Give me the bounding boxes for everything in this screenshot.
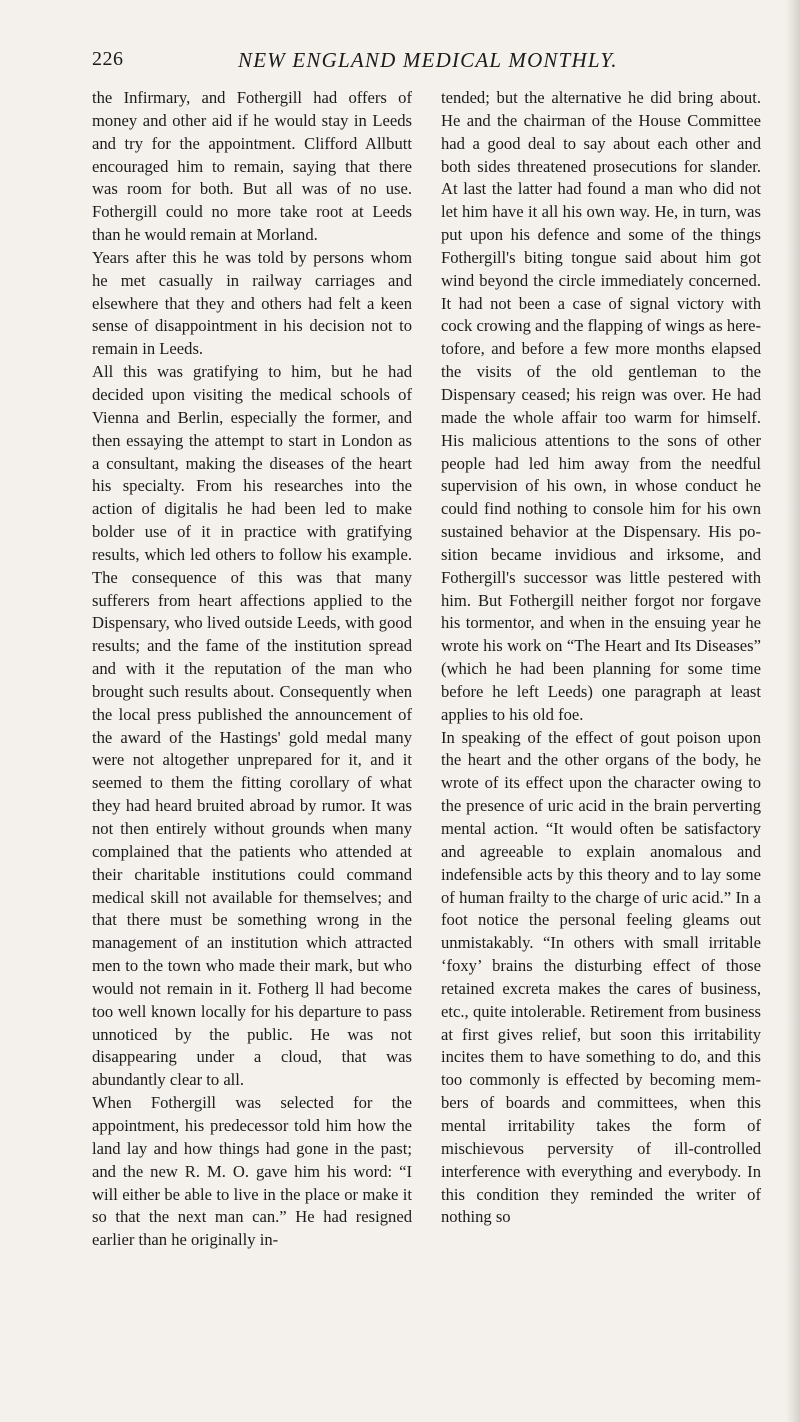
left-column [92,87,412,1252]
paragraph: All this was gratifying to him, but he had decided upon visiting the medical schools of Vienna and Berlin, especially the former, and then essaying the attempt to start in London as a consultant, making the diseases of the heart his specialty. From his researches into the action of digitalis he had been led to make bolder use of it in practice with gratifying results, which led others to follow his example. The consequence of this was that many sufferers from heart affections applied to the Dispensary, who lived outside Leeds, with good results; and the fame of the institution spread and with it the reputation of the man who brought such results about. Consequently when the local press published the announcement of the award of the Hastings' gold medal many were not altogether unprepared for it, and it seemed to them the fitting corollary of what they had heard bruited abroad by rumor. It was not then entirely without grounds when many complained that the patients who attended at their charitable institutions could command medical skill not available for themselves; and that there must be something wrong in the management of an institution which attracted men to the town who made their mark, but who would not remain in it. Fotherg ll had become too well known locally for his departure to pass unnoticed by the public. He was not disappearing under a cloud, that was abundantly clear to all. [92,362,412,1090]
paragraph: When Fothergill was selected for the appointment, his predecessor told him how the land lay and how things had gone in the past; and the new R. M. O. gave him his word: “I will either be able to live in the place or make it so that the next man can.” He had resigned earlier than he originally in- [92,1093,412,1250]
paragraph: Years after this he was told by persons whom he met casually in railway carriages and elsewhere that they and others had felt a keen sense of disappointment in his decision not to remain in Leeds. [92,247,412,359]
journal-title: NEW ENGLAND MEDICAL MONTHLY. [238,48,618,72]
right-column [441,87,761,1229]
paragraph: the Infirmary, and Fothergill had offers of money and other aid if he would stay in Leeds and try for the appointment. Clifford Allbutt encouraged him to remain, saying that there was room for both. But all was of no use. Fothergill could no more take root at Leeds than he would remain at Morland. [92,88,412,245]
running-head [92,48,760,78]
page-number: 226 [92,48,124,70]
paragraph: tended; but the alternative he did bring about. He and the chairman of the House Committee had a good deal to say about each other and both sides threatened prosecutions for slander. At last the latter had found a man who did not let him have it all his own way. He, in turn, was put upon his defence and some of the things Fothergill's biting tongue said about him got wind beyond the circle immediately concerned. It had not been a case of signal victory with cock crowing and the flapping of wings as heretofore, and before a few more months elapsed the visits of the old gentleman to the Dispensary ceased; his reign was over. He had made the whole affair too warm for himself. His malicious attentions to the sons of other people had led him away from the needful supervision of his own, in whose conduct he could find nothing to console him for his own sustained behavior at the Dispensary. His position became invidious and irksome, and Fothergill's successor was little pestered with him. But Fothergill neither forgot nor forgave his tormentor, and when in the ensuing year he wrote his work on “The Heart and Its Diseases” (which he had been planning for some time before he left Leeds) one paragraph at least applies to his old foe. [441,88,761,724]
paragraph: In speaking of the effect of gout poison upon the heart and the other organs of the body, he wrote of its effect upon the character owing to the presence of uric acid in the brain perverting mental action. “It would often be satisfactory and agreeable to explain anomalous and indefensible acts by this theory and to lay some of human frailty to the charge of uric acid.” In a foot notice the personal feeling gleams out unmistakably. “In others with small irritable ‘foxy’ brains the disturbing effect of those retained excreta makes the cares of business, etc., quite intolerable. Retirement from business at first gives relief, but soon this irritability incites them to have something to do, and this too commonly is effected by becoming members of boards and committees, when this mental irritability takes the form of mischievous perversity of ill-controlled interference with everything and everybody. In this condition they reminded the writer of nothing so [441,727,761,1227]
page-edge-shadow [786,0,800,1422]
